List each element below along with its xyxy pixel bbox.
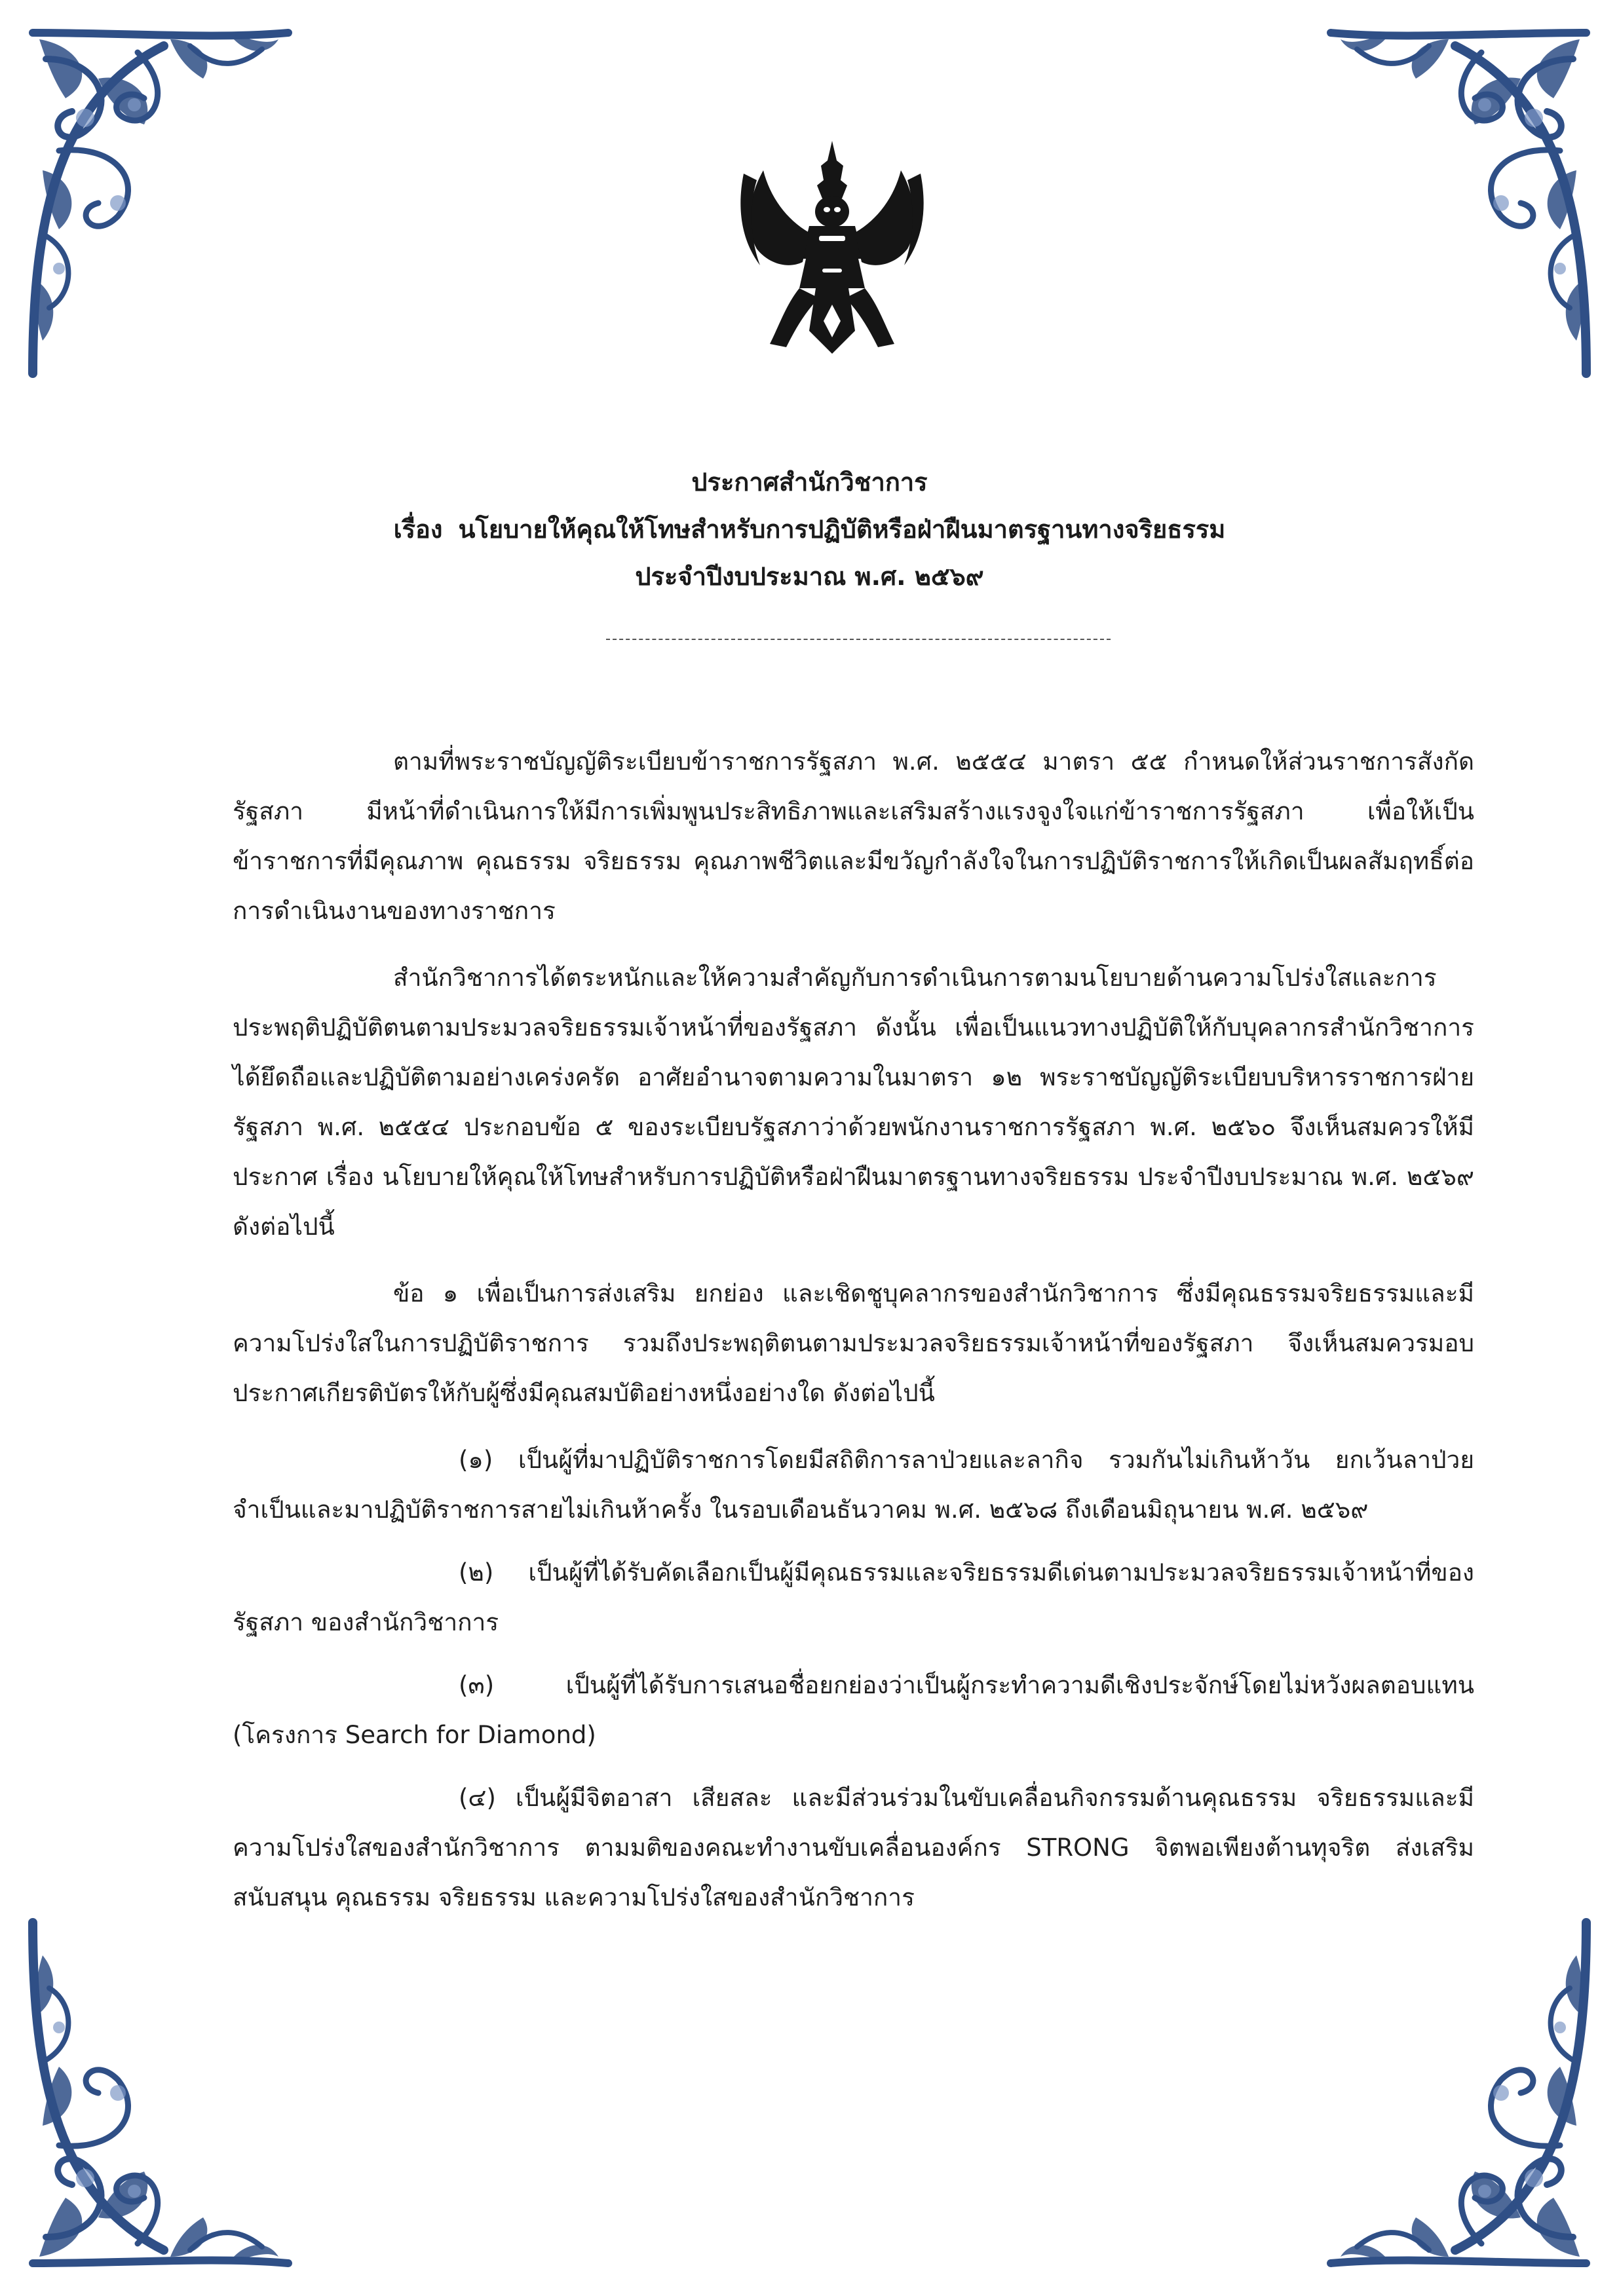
criterion-item-3: (๓) เป็นผู้ที่ได้รับการเสนอชื่อยกย่องว่าเป็นผู้กระทำความดีเชิงประจักษ์โดยไม่หวังผลตอบแทน (โครงการ Search for Diamond)	[233, 1671, 1474, 1749]
subject-label: เรื่อง	[393, 515, 443, 544]
announcement-body	[233, 737, 1474, 1936]
garuda-icon	[724, 134, 940, 360]
subject-line	[164, 506, 1455, 553]
floral-ornament-icon	[1318, 20, 1599, 386]
floral-ornament-icon	[1318, 1910, 1599, 2276]
criterion-item-2: (๒) เป็นผู้ที่ได้รับคัดเลือกเป็นผู้มีคุณธรรมและจริยธรรมดีเด่นตามประมวลจริยธรรมเจ้าหน้าที่ของรัฐสภา ของสำนักวิชาการ	[233, 1558, 1474, 1636]
corner-ornament-bottom-left	[20, 1910, 301, 2276]
garuda-emblem-icon	[724, 134, 940, 360]
floral-ornament-icon	[20, 20, 301, 386]
corner-ornament-bottom-right	[1318, 1910, 1599, 2276]
criterion-item-4: (๔) เป็นผู้มีจิตอาสา เสียสละ และมีส่วนร่วมในขับเคลื่อนกิจกรรมด้านคุณธรรม จริยธรรมและมีความโปร่งใสของสำนักวิชาการ ตามมติของคณะทำงานขับเคลื่อนองค์กร STRONG จิตพอเพียงต้านทุจริต ส่งเสริม สนับสนุน คุณธรรม จริยธรรม และความโปร่งใสของสำนักวิชาการ	[233, 1784, 1474, 1911]
issuer-heading: ประกาศสำนักวิชาการ	[691, 468, 928, 497]
corner-ornament-top-right	[1318, 20, 1599, 386]
dashed-divider	[606, 639, 1111, 640]
paragraph-preamble: ตามที่พระราชบัญญัติระเบียบข้าราชการรัฐสภา พ.ศ. ๒๕๕๔ มาตรา ๕๕ กำหนดให้ส่วนราชการสังกัดรัฐสภา มีหน้าที่ดำเนินการให้มีการเพิ่มพูนประสิทธิภาพและเสริมสร้างแรงจูงใจแก่ข้าราชการรัฐสภา เพื่อให้เป็นข้าราชการที่มีคุณภาพ คุณธรรม จริยธรรม คุณภาพชีวิตและมีขวัญกำลังใจในการปฏิบัติราชการให้เกิดเป็นผลสัมฤทธิ์ต่อการดำเนินงานของทางราชการ	[233, 747, 1474, 925]
criterion-item-1: (๑) เป็นผู้ที่มาปฏิบัติราชการโดยมีสถิติการลาป่วยและลากิจ รวมกันไม่เกินห้าวัน ยกเว้นลาป่วยจำเป็นและมาปฏิบัติราชการสายไม่เกินห้าครั้ง ในรอบเดือนธันวาคม พ.ศ. ๒๕๖๘ ถึงเดือนมิถุนายน พ.ศ. ๒๕๖๙	[233, 1446, 1474, 1524]
floral-ornament-icon	[20, 1910, 301, 2276]
paragraph-clause-1: ข้อ ๑ เพื่อเป็นการส่งเสริม ยกย่อง และเชิดชูบุคลากรของสำนักวิชาการ ซึ่งมีคุณธรรมจริยธรรมและมีความโปร่งใสในการปฏิบัติราชการ รวมถึงประพฤติตนตามประมวลจริยธรรมเจ้าหน้าที่ของรัฐสภา จึงเห็นสมควรมอบประกาศเกียรติบัตรให้กับผู้ซึ่งมีคุณสมบัติอย่างหนึ่งอย่างใด ดังต่อไปนี้	[233, 1279, 1474, 1407]
subject-text: นโยบายให้คุณให้โทษสำหรับการปฏิบัติหรือฝ่าฝืนมาตรฐานทางจริยธรรม	[458, 515, 1226, 544]
paragraph-authority: สำนักวิชาการได้ตระหนักและให้ความสำคัญกับการดำเนินการตามนโยบายด้านความโปร่งใสและการประพฤติปฏิบัติตนตามประมวลจริยธรรมเจ้าหน้าที่ของรัฐสภา ดังนั้น เพื่อเป็นแนวทางปฏิบัติให้กับบุคลากรสำนักวิชาการ ได้ยึดถือและปฏิบัติตามอย่างเคร่งครัด อาศัยอำนาจตามความในมาตรา ๑๒ พระราชบัญญัติระเบียบบริหารราชการฝ่ายรัฐสภา พ.ศ. ๒๕๕๔ ประกอบข้อ ๕ ของระเบียบรัฐสภาว่าด้วยพนักงานราชการรัฐสภา พ.ศ. ๒๕๖๐ จึงเห็นสมควรให้มีประกาศ เรื่อง นโยบายให้คุณให้โทษสำหรับการปฏิบัติหรือฝ่าฝืนมาตรฐานทางจริยธรรม ประจำปีงบประมาณ พ.ศ. ๒๕๖๙ ดังต่อไปนี้	[233, 964, 1474, 1241]
corner-ornament-top-left	[20, 20, 301, 386]
fiscal-year-line: ประจำปีงบประมาณ พ.ศ. ๒๕๖๙	[635, 562, 984, 591]
announcement-title	[164, 459, 1455, 600]
